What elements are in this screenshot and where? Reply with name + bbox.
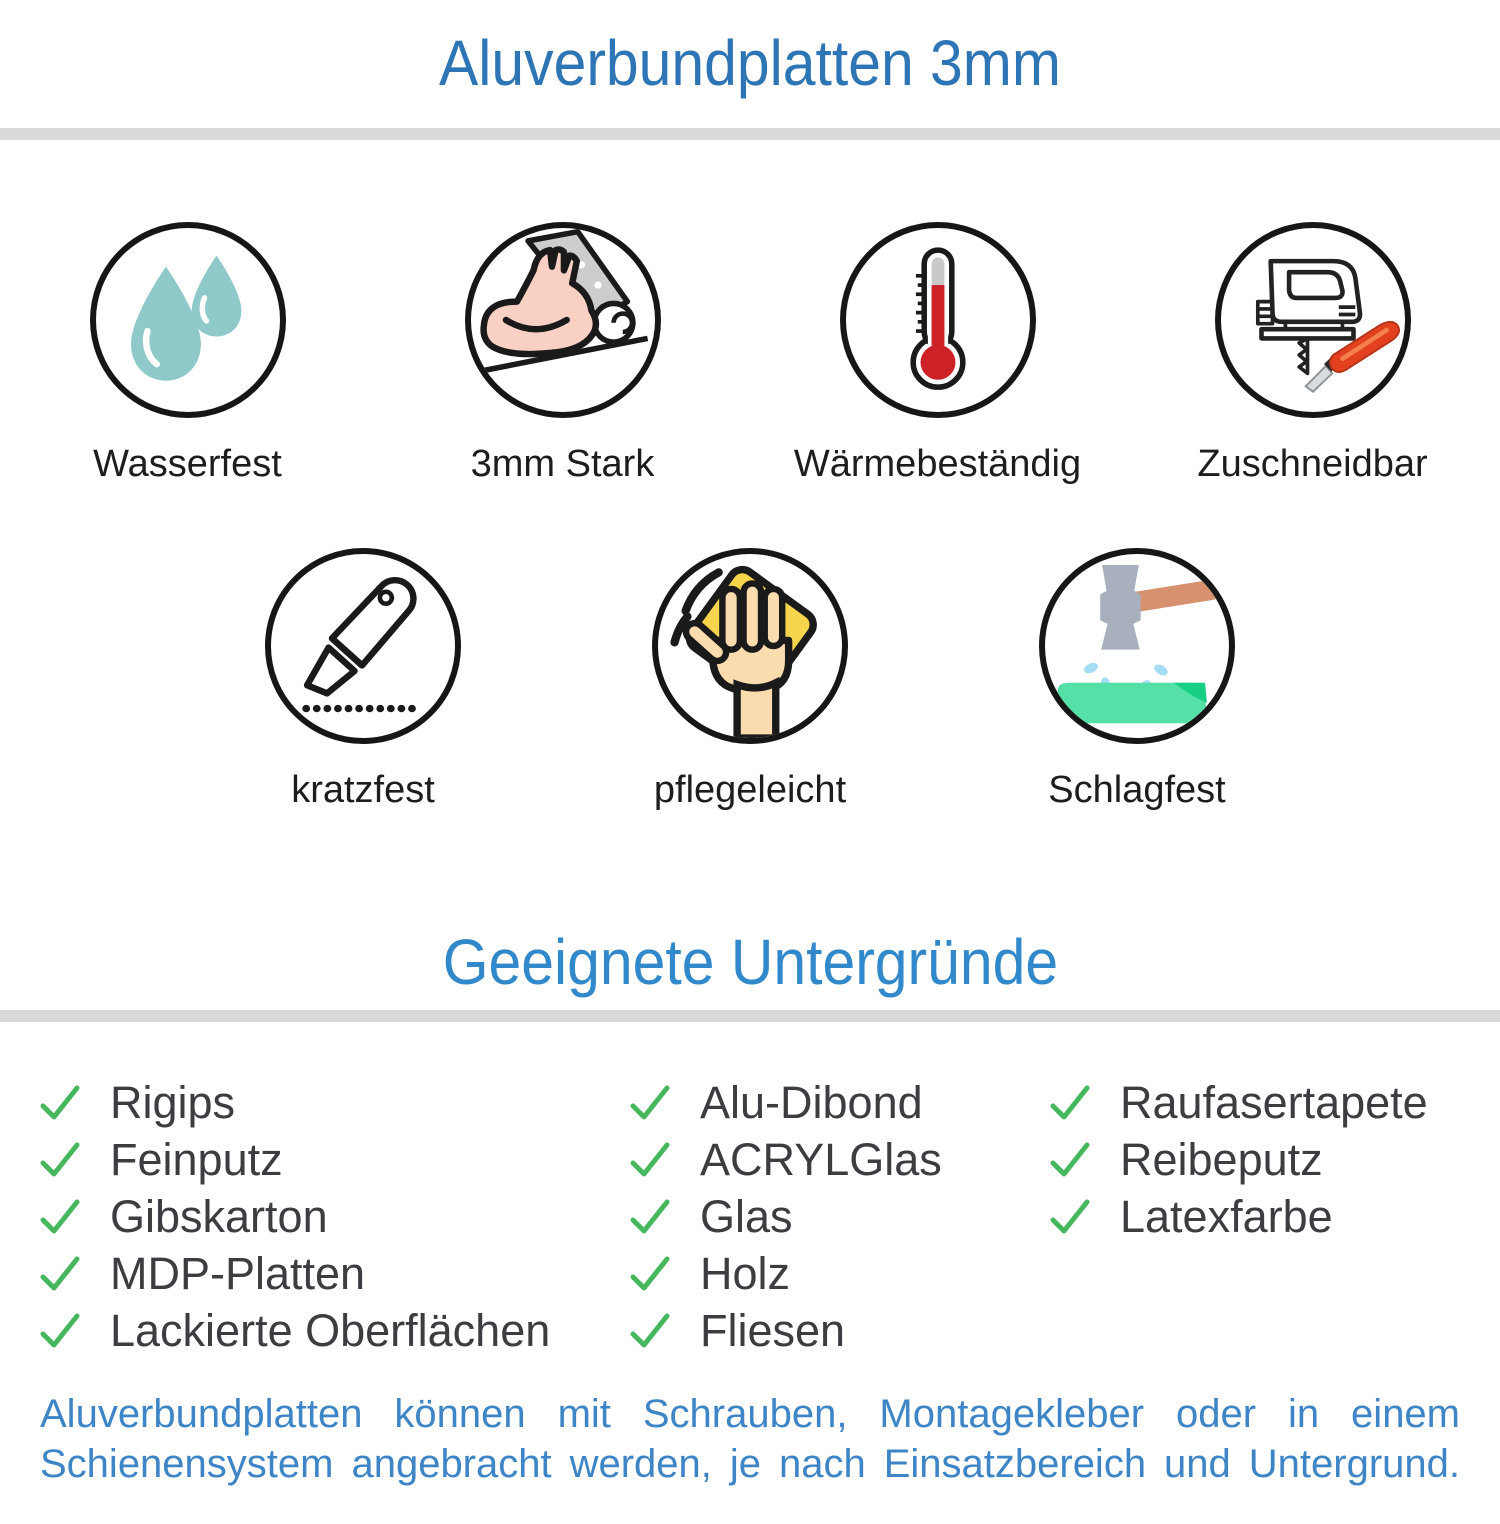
list-item [36, 1188, 626, 1245]
list-item-label: Feinputz [110, 1133, 283, 1185]
check-icon [36, 1193, 84, 1241]
check-icon [36, 1307, 84, 1355]
section-title-text: Geeignete Untergründe [442, 926, 1058, 998]
feature-wasserfest [0, 222, 375, 486]
check-icon [36, 1079, 84, 1127]
checklist-column-1 [36, 1074, 626, 1359]
page-title [0, 24, 1500, 102]
feature-label: Wärmebeständig [793, 443, 1082, 485]
list-item-label: Raufasertapete [1120, 1076, 1428, 1128]
feature-label: kratzfest [291, 769, 435, 811]
list-item [36, 1302, 626, 1359]
check-icon [626, 1250, 674, 1298]
list-item [626, 1188, 1046, 1245]
footer-note: Aluverbundplatten können mit Schrauben, Montagekleber oder in einem Schienensystem angebracht werden, je nach Einsatzbereich und Untergrund. [40, 1392, 1460, 1486]
utility-knife-icon [265, 548, 461, 744]
list-item [36, 1131, 626, 1188]
list-item-label: Gibskarton [110, 1190, 328, 1242]
hammer-icon [1039, 548, 1235, 744]
feature-kratzfest [170, 548, 557, 812]
check-icon [1046, 1079, 1094, 1127]
feature-label: Wasserfest [93, 443, 282, 485]
list-item-label: Holz [700, 1247, 791, 1299]
check-icon [626, 1307, 674, 1355]
list-item [626, 1245, 1046, 1302]
feature-schlagfest [944, 548, 1331, 812]
feature-label: pflegeleicht [653, 769, 847, 811]
check-icon [36, 1250, 84, 1298]
check-icon [36, 1136, 84, 1184]
infographic [0, 24, 1500, 1489]
list-item-label: Fliesen [700, 1304, 846, 1356]
feature-zuschneidbar [1125, 222, 1500, 486]
list-item [626, 1302, 1046, 1359]
feature-label: Zuschneidbar [1197, 443, 1428, 485]
list-item-label: Rigips [110, 1076, 236, 1128]
list-item [1046, 1131, 1428, 1188]
feature-label: 3mm Stark [470, 443, 655, 485]
list-item-label: ACRYLGlas [700, 1133, 942, 1185]
list-item [626, 1131, 1046, 1188]
section-title-untergruende [0, 924, 1500, 1000]
list-item-label: MDP-Platten [110, 1247, 366, 1299]
check-icon [1046, 1193, 1094, 1241]
thermometer-icon [840, 222, 1036, 418]
cleaning-hand-icon [652, 548, 848, 744]
checklist-column-3 [1046, 1074, 1428, 1359]
jigsaw-icon [1215, 222, 1411, 418]
check-icon [626, 1193, 674, 1241]
list-item-label: Glas [700, 1190, 793, 1242]
list-item [1046, 1188, 1428, 1245]
list-item-label: Latexfarbe [1120, 1190, 1333, 1242]
list-item [36, 1074, 626, 1131]
list-item-label: Reibeputz [1120, 1133, 1323, 1185]
page-title-text: Aluverbundplatten 3mm [439, 27, 1061, 99]
list-item-label: Alu-Dibond [700, 1076, 923, 1128]
checklist [36, 1074, 1500, 1359]
divider-middle [0, 1010, 1500, 1022]
list-item [36, 1245, 626, 1302]
list-item-label: Lackierte Oberflächen [110, 1304, 551, 1356]
check-icon [626, 1136, 674, 1184]
list-item [626, 1074, 1046, 1131]
feature-waermebestaendig [750, 222, 1125, 486]
list-item [1046, 1074, 1428, 1131]
feature-label: Schlagfest [1048, 769, 1226, 811]
water-drops-icon [90, 222, 286, 418]
muscle-arm-icon [465, 222, 661, 418]
features-row-2 [0, 548, 1500, 812]
checklist-column-2 [626, 1074, 1046, 1359]
divider-top [0, 128, 1500, 140]
feature-3mm-stark [375, 222, 750, 486]
feature-pflegeleicht [557, 548, 944, 812]
check-icon [1046, 1136, 1094, 1184]
check-icon [626, 1079, 674, 1127]
features-row-1 [0, 222, 1500, 486]
